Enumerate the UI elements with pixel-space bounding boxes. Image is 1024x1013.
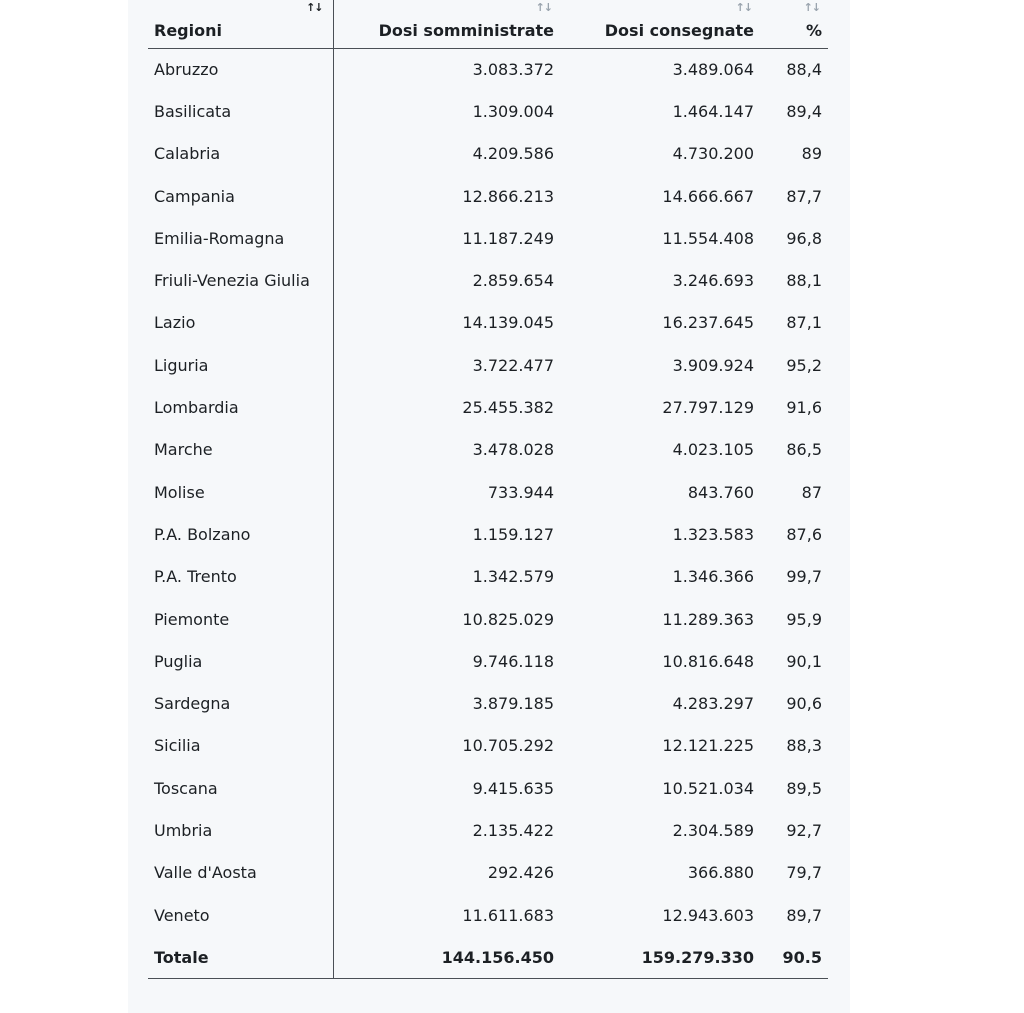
region-cell: Emilia-Romagna	[148, 217, 333, 259]
administered-cell: 12.866.213	[462, 186, 554, 206]
percent-cell: 92,7	[786, 820, 822, 840]
administered-cell: 733.944	[487, 482, 554, 502]
delivered-cell: 14.666.667	[662, 186, 754, 206]
region-cell: Basilicata	[148, 90, 333, 132]
administered-cell: 3.879.185	[472, 694, 554, 714]
percent-cell: 95,2	[786, 355, 822, 375]
region-cell: Lazio	[148, 302, 333, 344]
administered-cell: 10.825.029	[462, 609, 554, 629]
delivered-cell: 4.283.297	[672, 694, 754, 714]
delivered-cell: 3.246.693	[672, 271, 754, 291]
table-row	[148, 429, 828, 471]
region-cell: Abruzzo	[148, 48, 333, 90]
delivered-cell: 11.289.363	[662, 609, 754, 629]
delivered-cell: 11.554.408	[662, 228, 754, 248]
administered-cell: 1.309.004	[472, 101, 554, 121]
table-row	[148, 725, 828, 767]
region-cell: Campania	[148, 175, 333, 217]
column-header-label: Dosi consegnate	[604, 20, 754, 40]
table-body	[148, 48, 828, 979]
region-cell: Umbria	[148, 809, 333, 851]
percent-cell: 90.5	[760, 936, 828, 978]
region-cell: Piemonte	[148, 598, 333, 640]
delivered-cell: 366.880	[687, 863, 754, 883]
region-cell: Molise	[148, 471, 333, 513]
column-header-label: Regioni	[154, 20, 222, 40]
administered-cell: 3.478.028	[472, 440, 554, 460]
delivered-cell: 159.279.330	[560, 936, 760, 978]
delivered-cell: 3.489.064	[672, 59, 754, 79]
percent-cell: 87,1	[786, 313, 822, 333]
administered-cell: 14.139.045	[462, 313, 554, 333]
administered-cell: 11.611.683	[462, 905, 554, 925]
percent-cell: 88,1	[786, 271, 822, 291]
table-row	[148, 302, 828, 344]
administered-cell: 2.859.654	[472, 271, 554, 291]
percent-cell: 89,7	[786, 905, 822, 925]
percent-cell: 89	[801, 144, 822, 164]
percent-cell: 89,5	[786, 778, 822, 798]
region-cell: Valle d'Aosta	[148, 852, 333, 894]
sort-arrows-icon[interactable]: ↑↓	[735, 1, 752, 14]
region-cell: Veneto	[148, 894, 333, 936]
administered-cell: 2.135.422	[472, 820, 554, 840]
region-cell: Toscana	[148, 767, 333, 809]
delivered-cell: 1.464.147	[672, 101, 754, 121]
delivered-cell: 10.816.648	[662, 651, 754, 671]
table-row	[148, 386, 828, 428]
table-row	[148, 809, 828, 851]
percent-cell: 88,4	[786, 59, 822, 79]
table-row	[148, 175, 828, 217]
administered-cell: 3.083.372	[472, 59, 554, 79]
administered-cell: 3.722.477	[472, 355, 554, 375]
table-row	[148, 852, 828, 894]
total-row	[148, 936, 828, 978]
delivered-cell: 27.797.129	[662, 398, 754, 418]
region-cell: Marche	[148, 429, 333, 471]
table-row	[148, 471, 828, 513]
table-row	[148, 133, 828, 175]
sort-arrows-icon[interactable]: ↑↓	[306, 1, 323, 14]
delivered-cell: 843.760	[687, 482, 754, 502]
percent-cell: 87,7	[786, 186, 822, 206]
column-header-label: Dosi somministrate	[378, 20, 554, 40]
administered-cell: 144.156.450	[333, 936, 560, 978]
table-row	[148, 513, 828, 555]
percent-cell: 91,6	[786, 398, 822, 418]
table-row	[148, 640, 828, 682]
region-cell: Totale	[148, 936, 333, 978]
table-row	[148, 682, 828, 724]
sort-arrows-icon[interactable]: ↑↓	[535, 1, 552, 14]
percent-cell: 88,3	[786, 736, 822, 756]
administered-cell: 9.746.118	[472, 651, 554, 671]
column-header-dosi-somministrate[interactable]	[333, 0, 560, 48]
percent-cell: 90,1	[786, 651, 822, 671]
delivered-cell: 4.730.200	[672, 144, 754, 164]
administered-cell: 11.187.249	[462, 228, 554, 248]
administered-cell: 1.159.127	[472, 524, 554, 544]
region-cell: Calabria	[148, 133, 333, 175]
administered-cell: 4.209.586	[472, 144, 554, 164]
delivered-cell: 4.023.105	[672, 440, 754, 460]
administered-cell: 10.705.292	[462, 736, 554, 756]
sort-arrows-icon[interactable]: ↑↓	[803, 1, 820, 14]
percent-cell: 79,7	[786, 863, 822, 883]
table-row	[148, 217, 828, 259]
percent-cell: 96,8	[786, 228, 822, 248]
delivered-cell: 12.121.225	[662, 736, 754, 756]
percent-cell: 99,7	[786, 567, 822, 587]
column-header-percent[interactable]	[760, 0, 828, 48]
table-row	[148, 894, 828, 936]
administered-cell: 9.415.635	[472, 778, 554, 798]
percent-cell: 87	[801, 482, 822, 502]
header-row	[148, 0, 828, 48]
delivered-cell: 2.304.589	[672, 820, 754, 840]
region-cell: Sardegna	[148, 682, 333, 724]
percent-cell: 86,5	[786, 440, 822, 460]
administered-cell: 292.426	[487, 863, 554, 883]
table-row	[148, 90, 828, 132]
vaccine-doses-table	[148, 0, 828, 979]
percent-cell: 89,4	[786, 101, 822, 121]
delivered-cell: 1.323.583	[672, 524, 754, 544]
region-cell: P.A. Trento	[148, 556, 333, 598]
region-cell: Liguria	[148, 344, 333, 386]
delivered-cell: 1.346.366	[672, 567, 754, 587]
table-row	[148, 598, 828, 640]
percent-cell: 90,6	[786, 694, 822, 714]
table-row	[148, 48, 828, 90]
delivered-cell: 3.909.924	[672, 355, 754, 375]
region-cell: Sicilia	[148, 725, 333, 767]
table-row	[148, 767, 828, 809]
delivered-cell: 16.237.645	[662, 313, 754, 333]
region-cell: Lombardia	[148, 386, 333, 428]
table-row	[148, 259, 828, 301]
administered-cell: 1.342.579	[472, 567, 554, 587]
column-header-regioni[interactable]	[148, 0, 333, 48]
column-header-dosi-consegnate[interactable]	[560, 0, 760, 48]
delivered-cell: 12.943.603	[662, 905, 754, 925]
region-cell: Puglia	[148, 640, 333, 682]
region-cell: P.A. Bolzano	[148, 513, 333, 555]
percent-cell: 87,6	[786, 524, 822, 544]
region-cell: Friuli-Venezia Giulia	[148, 259, 333, 301]
table-row	[148, 556, 828, 598]
percent-cell: 95,9	[786, 609, 822, 629]
column-header-label: %	[805, 20, 822, 40]
administered-cell: 25.455.382	[462, 398, 554, 418]
delivered-cell: 10.521.034	[662, 778, 754, 798]
table-row	[148, 344, 828, 386]
